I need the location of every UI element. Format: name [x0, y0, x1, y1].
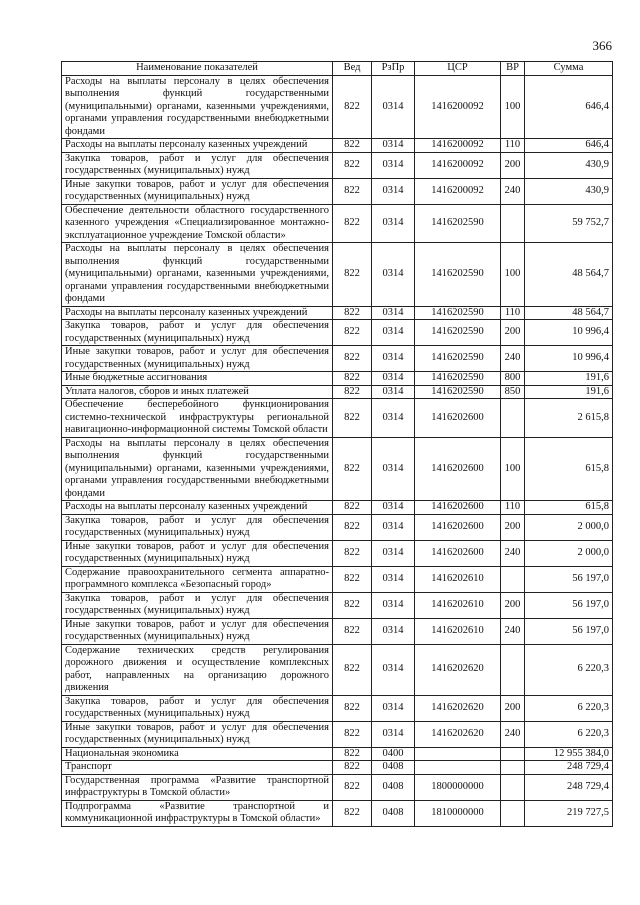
cell-vr: 100	[501, 75, 525, 139]
cell-csr: 1416202620	[415, 721, 501, 747]
cell-csr: 1416202610	[415, 592, 501, 618]
cell-rzpr: 0314	[372, 437, 415, 501]
cell-ved: 822	[333, 514, 372, 540]
cell-csr: 1416202590	[415, 372, 501, 386]
cell-csr: 1416202600	[415, 514, 501, 540]
cell-vr: 240	[501, 540, 525, 566]
cell-name: Расходы на выплаты персоналу казенных учреждений	[62, 139, 333, 153]
table-row	[62, 152, 613, 178]
cell-vr	[501, 761, 525, 775]
cell-vr	[501, 800, 525, 826]
cell-sum: 191,6	[525, 372, 613, 386]
cell-ved: 822	[333, 774, 372, 800]
cell-sum: 191,6	[525, 385, 613, 399]
cell-sum: 6 220,3	[525, 695, 613, 721]
cell-rzpr: 0314	[372, 346, 415, 372]
cell-rzpr: 0314	[372, 644, 415, 695]
cell-rzpr: 0314	[372, 75, 415, 139]
cell-ved: 822	[333, 243, 372, 307]
cell-ved: 822	[333, 644, 372, 695]
table-row	[62, 320, 613, 346]
cell-sum: 615,8	[525, 437, 613, 501]
cell-ved: 822	[333, 178, 372, 204]
cell-csr: 1416202590	[415, 385, 501, 399]
cell-name: Содержание технических средств регулирования дорожного движения и осуществление комплексных работ, направленных на организацию дорожного движения	[62, 644, 333, 695]
cell-csr: 1416202600	[415, 540, 501, 566]
cell-vr	[501, 747, 525, 761]
cell-vr: 240	[501, 178, 525, 204]
cell-vr: 200	[501, 320, 525, 346]
cell-name: Расходы на выплаты персоналу в целях обеспечения выполнения функций государственными (муниципальными) органами, казенными учреждениями, органами управления государственными внебюджетными фондами	[62, 437, 333, 501]
cell-vr: 110	[501, 306, 525, 320]
cell-sum: 2 000,0	[525, 540, 613, 566]
page-number: 366	[592, 38, 612, 53]
cell-csr: 1416202590	[415, 320, 501, 346]
cell-csr: 1416202590	[415, 243, 501, 307]
table-row	[62, 204, 613, 243]
cell-csr: 1810000000	[415, 800, 501, 826]
cell-csr: 1416200092	[415, 178, 501, 204]
cell-csr: 1416202590	[415, 204, 501, 243]
cell-csr: 1416202600	[415, 399, 501, 438]
cell-rzpr: 0314	[372, 399, 415, 438]
cell-csr: 1416200092	[415, 152, 501, 178]
cell-ved: 822	[333, 385, 372, 399]
cell-rzpr: 0314	[372, 514, 415, 540]
cell-name: Закупка товаров, работ и услуг для обеспечения государственных (муниципальных) нужд	[62, 592, 333, 618]
cell-sum: 48 564,7	[525, 306, 613, 320]
cell-sum: 646,4	[525, 139, 613, 153]
cell-ved: 822	[333, 501, 372, 515]
table-row	[62, 139, 613, 153]
header-vr: ВР	[501, 62, 525, 76]
cell-name: Обеспечение деятельности областного государственного казенного учреждения «Специализированное монтажно-эксплуатационное учреждение Томской области»	[62, 204, 333, 243]
cell-ved: 822	[333, 695, 372, 721]
table-row	[62, 346, 613, 372]
cell-vr: 200	[501, 592, 525, 618]
cell-ved: 822	[333, 75, 372, 139]
cell-ved: 822	[333, 372, 372, 386]
cell-sum: 430,9	[525, 152, 613, 178]
cell-vr: 200	[501, 695, 525, 721]
cell-vr: 110	[501, 139, 525, 153]
cell-sum: 2 615,8	[525, 399, 613, 438]
cell-rzpr: 0314	[372, 540, 415, 566]
cell-rzpr: 0314	[372, 566, 415, 592]
table-row	[62, 618, 613, 644]
header-rzpr: РзПр	[372, 62, 415, 76]
table-row	[62, 399, 613, 438]
cell-name: Иные закупки товаров, работ и услуг для обеспечения государственных (муниципальных) нужд	[62, 346, 333, 372]
cell-rzpr: 0314	[372, 501, 415, 515]
cell-name: Расходы на выплаты персоналу в целях обеспечения выполнения функций государственными (муниципальными) органами, казенными учреждениями, органами управления государственными внебюджетными фондами	[62, 75, 333, 139]
cell-vr: 200	[501, 152, 525, 178]
cell-name: Расходы на выплаты персоналу казенных учреждений	[62, 501, 333, 515]
cell-sum: 2 000,0	[525, 514, 613, 540]
cell-rzpr: 0400	[372, 747, 415, 761]
cell-ved: 822	[333, 346, 372, 372]
cell-ved: 822	[333, 592, 372, 618]
cell-name: Иные закупки товаров, работ и услуг для обеспечения государственных (муниципальных) нужд	[62, 618, 333, 644]
cell-ved: 822	[333, 800, 372, 826]
cell-name: Иные бюджетные ассигнования	[62, 372, 333, 386]
cell-sum: 10 996,4	[525, 346, 613, 372]
table-row	[62, 774, 613, 800]
cell-sum: 615,8	[525, 501, 613, 515]
cell-name: Иные закупки товаров, работ и услуг для обеспечения государственных (муниципальных) нужд	[62, 540, 333, 566]
cell-ved: 822	[333, 618, 372, 644]
cell-csr: 1416202620	[415, 644, 501, 695]
cell-csr: 1416200092	[415, 75, 501, 139]
cell-name: Обеспечение бесперебойного функционирования системно-технической инфраструктуры региональной навигационно-информационной системы Томской области	[62, 399, 333, 438]
cell-name: Иные закупки товаров, работ и услуг для обеспечения государственных (муниципальных) нужд	[62, 178, 333, 204]
cell-rzpr: 0314	[372, 372, 415, 386]
table-row	[62, 385, 613, 399]
cell-vr	[501, 399, 525, 438]
cell-vr: 850	[501, 385, 525, 399]
table-row	[62, 540, 613, 566]
cell-csr	[415, 747, 501, 761]
cell-name: Закупка товаров, работ и услуг для обеспечения государственных (муниципальных) нужд	[62, 695, 333, 721]
table-row	[62, 514, 613, 540]
cell-sum: 48 564,7	[525, 243, 613, 307]
cell-ved: 822	[333, 320, 372, 346]
cell-rzpr: 0314	[372, 178, 415, 204]
cell-vr	[501, 204, 525, 243]
header-csr: ЦСР	[415, 62, 501, 76]
cell-ved: 822	[333, 152, 372, 178]
cell-rzpr: 0314	[372, 306, 415, 320]
cell-name: Закупка товаров, работ и услуг для обеспечения государственных (муниципальных) нужд	[62, 152, 333, 178]
cell-sum: 56 197,0	[525, 566, 613, 592]
cell-csr: 1800000000	[415, 774, 501, 800]
cell-sum: 12 955 384,0	[525, 747, 613, 761]
cell-rzpr: 0314	[372, 385, 415, 399]
cell-sum: 59 752,7	[525, 204, 613, 243]
cell-name: Уплата налогов, сборов и иных платежей	[62, 385, 333, 399]
header-ved: Вед	[333, 62, 372, 76]
table-row	[62, 178, 613, 204]
cell-csr: 1416202610	[415, 566, 501, 592]
cell-rzpr: 0314	[372, 243, 415, 307]
table-row	[62, 644, 613, 695]
cell-vr	[501, 774, 525, 800]
cell-ved: 822	[333, 204, 372, 243]
cell-vr: 240	[501, 346, 525, 372]
cell-sum: 430,9	[525, 178, 613, 204]
table-row	[62, 75, 613, 139]
cell-vr: 240	[501, 721, 525, 747]
header-name: Наименование показателей	[62, 62, 333, 76]
cell-ved: 822	[333, 139, 372, 153]
cell-ved: 822	[333, 721, 372, 747]
cell-sum: 56 197,0	[525, 592, 613, 618]
table-row	[62, 747, 613, 761]
cell-sum: 219 727,5	[525, 800, 613, 826]
cell-ved: 822	[333, 747, 372, 761]
cell-vr: 100	[501, 243, 525, 307]
budget-table	[61, 61, 613, 827]
cell-name: Государственная программа «Развитие транспортной инфраструктуры в Томской области»	[62, 774, 333, 800]
cell-name: Закупка товаров, работ и услуг для обеспечения государственных (муниципальных) нужд	[62, 320, 333, 346]
cell-csr: 1416202620	[415, 695, 501, 721]
cell-sum: 248 729,4	[525, 761, 613, 775]
table-row	[62, 501, 613, 515]
cell-rzpr: 0408	[372, 774, 415, 800]
cell-ved: 822	[333, 306, 372, 320]
cell-sum: 56 197,0	[525, 618, 613, 644]
table-row	[62, 372, 613, 386]
cell-vr: 110	[501, 501, 525, 515]
cell-rzpr: 0314	[372, 152, 415, 178]
cell-csr: 1416202600	[415, 501, 501, 515]
cell-vr	[501, 644, 525, 695]
cell-csr: 1416202600	[415, 437, 501, 501]
table-row	[62, 721, 613, 747]
cell-name: Расходы на выплаты персоналу в целях обеспечения выполнения функций государственными (муниципальными) органами, казенными учреждениями, органами управления государственными внебюджетными фондами	[62, 243, 333, 307]
cell-name: Национальная экономика	[62, 747, 333, 761]
cell-name: Содержание правоохранительного сегмента аппаратно-программного комплекса «Безопасный город»	[62, 566, 333, 592]
cell-name: Транспорт	[62, 761, 333, 775]
table-header-row	[62, 62, 613, 76]
cell-rzpr: 0408	[372, 800, 415, 826]
cell-rzpr: 0314	[372, 320, 415, 346]
cell-vr: 200	[501, 514, 525, 540]
cell-sum: 646,4	[525, 75, 613, 139]
cell-name: Расходы на выплаты персоналу казенных учреждений	[62, 306, 333, 320]
cell-rzpr: 0314	[372, 618, 415, 644]
cell-vr: 240	[501, 618, 525, 644]
table-body	[62, 75, 613, 826]
cell-csr: 1416202590	[415, 346, 501, 372]
cell-name: Закупка товаров, работ и услуг для обеспечения государственных (муниципальных) нужд	[62, 514, 333, 540]
cell-csr: 1416202610	[415, 618, 501, 644]
cell-csr	[415, 761, 501, 775]
cell-sum: 6 220,3	[525, 644, 613, 695]
cell-vr: 100	[501, 437, 525, 501]
cell-rzpr: 0314	[372, 721, 415, 747]
cell-vr	[501, 566, 525, 592]
cell-ved: 822	[333, 540, 372, 566]
table-row	[62, 437, 613, 501]
cell-rzpr: 0314	[372, 204, 415, 243]
table-row	[62, 695, 613, 721]
cell-sum: 10 996,4	[525, 320, 613, 346]
table-row	[62, 592, 613, 618]
header-sum: Сумма	[525, 62, 613, 76]
cell-ved: 822	[333, 566, 372, 592]
table-row	[62, 243, 613, 307]
cell-ved: 822	[333, 399, 372, 438]
table-row	[62, 306, 613, 320]
cell-ved: 822	[333, 437, 372, 501]
cell-rzpr: 0314	[372, 695, 415, 721]
cell-rzpr: 0314	[372, 139, 415, 153]
cell-csr: 1416202590	[415, 306, 501, 320]
cell-vr: 800	[501, 372, 525, 386]
cell-ved: 822	[333, 761, 372, 775]
table-row	[62, 761, 613, 775]
cell-sum: 6 220,3	[525, 721, 613, 747]
cell-name: Иные закупки товаров, работ и услуг для обеспечения государственных (муниципальных) нужд	[62, 721, 333, 747]
cell-sum: 248 729,4	[525, 774, 613, 800]
table-row	[62, 566, 613, 592]
cell-csr: 1416200092	[415, 139, 501, 153]
cell-rzpr: 0408	[372, 761, 415, 775]
cell-rzpr: 0314	[372, 592, 415, 618]
cell-name: Подпрограмма «Развитие транспортной и коммуникационной инфраструктуры в Томской области»	[62, 800, 333, 826]
table-row	[62, 800, 613, 826]
